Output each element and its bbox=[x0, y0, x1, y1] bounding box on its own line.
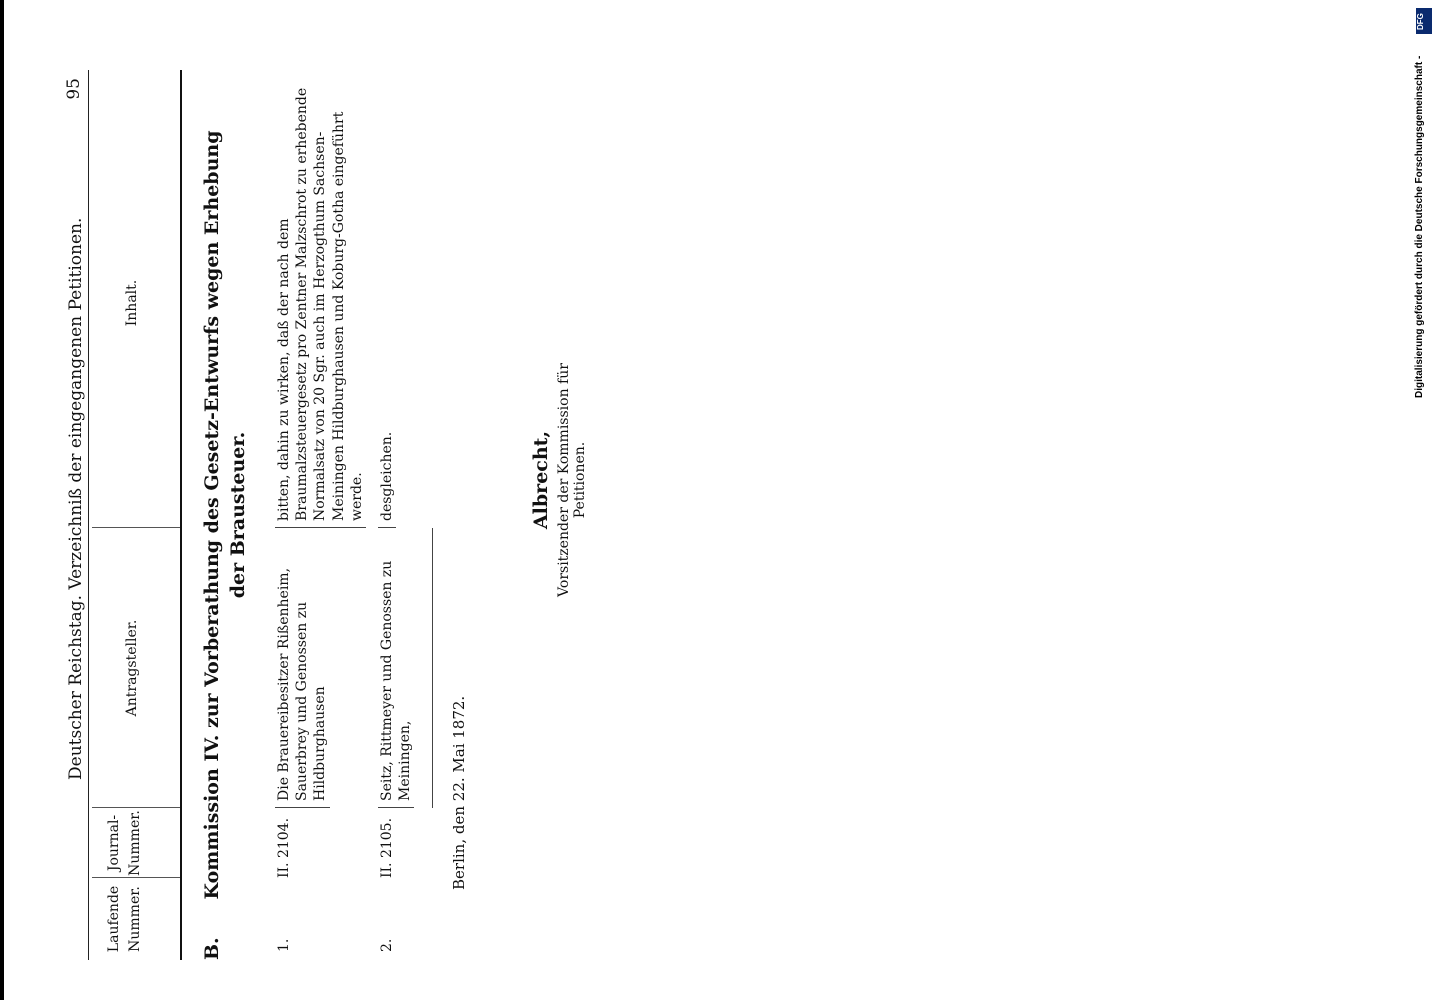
section-heading bbox=[200, 70, 251, 960]
dfg-logo-text: DFG bbox=[1416, 13, 1425, 30]
dfg-logo bbox=[1416, 8, 1432, 34]
header-journal-nummer: Journal-Nummer. bbox=[106, 810, 143, 876]
row-content: bitten, dahin zu wirken, daß der nach dem Braumalzsteuergesetz pro Zentner Malzschrot zu erhebende Normalsatz von 20 Sgr. auch im Herzogthum Sachsen-Meiningen Hildburghausen und Koburg-Gotha eingeführt werde. bbox=[275, 81, 366, 528]
table-row bbox=[275, 70, 365, 960]
row-divider bbox=[432, 528, 433, 808]
credit-text: Digitalisierung gefördert durch die Deutsche Forschungsgemeinschaft - bbox=[1414, 55, 1425, 398]
table-row bbox=[378, 70, 428, 960]
signature-role: Vorsitzender der Kommission für Petitionen. bbox=[556, 363, 588, 597]
row-applicant: Seitz, Rittmeyer und Genossen zu Meiningen, bbox=[378, 531, 414, 808]
date-line: Berlin, den 22. Mai 1872. bbox=[450, 695, 468, 890]
row-number: 1. bbox=[276, 938, 292, 952]
section-label: B. bbox=[201, 937, 223, 960]
header-inhalt: Inhalt. bbox=[124, 279, 140, 327]
rotated-document bbox=[60, 60, 620, 960]
row-journal: II. 2105. bbox=[379, 817, 395, 878]
digitization-credit bbox=[1414, 8, 1432, 398]
section-heading-text: Kommission IV. zur Vorberathung des Gesetz-Entwurfs wegen Erhebung der Brausteuer. bbox=[201, 130, 249, 900]
scan-edge bbox=[0, 0, 4, 1000]
running-head bbox=[60, 70, 89, 960]
row-journal: II. 2104. bbox=[276, 817, 292, 878]
row-applicant: Die Brauereibesitzer Rißenheim, Sauerbrey und Genossen zu Hildburghausen bbox=[275, 531, 330, 808]
table-header bbox=[92, 70, 182, 960]
header-antragsteller: Antragsteller. bbox=[124, 619, 140, 717]
signature-block bbox=[530, 330, 588, 630]
running-head-title: Deutscher Reichstag. Verzeichniß der eingegangenen Petitionen. bbox=[66, 217, 86, 780]
page-number: 95 bbox=[64, 78, 84, 100]
signature-name: Albrecht, bbox=[530, 430, 552, 530]
row-number: 2. bbox=[379, 938, 395, 952]
header-laufende-nummer: Laufende Nummer. bbox=[106, 885, 143, 953]
row-content: desgleichen. bbox=[378, 81, 396, 528]
